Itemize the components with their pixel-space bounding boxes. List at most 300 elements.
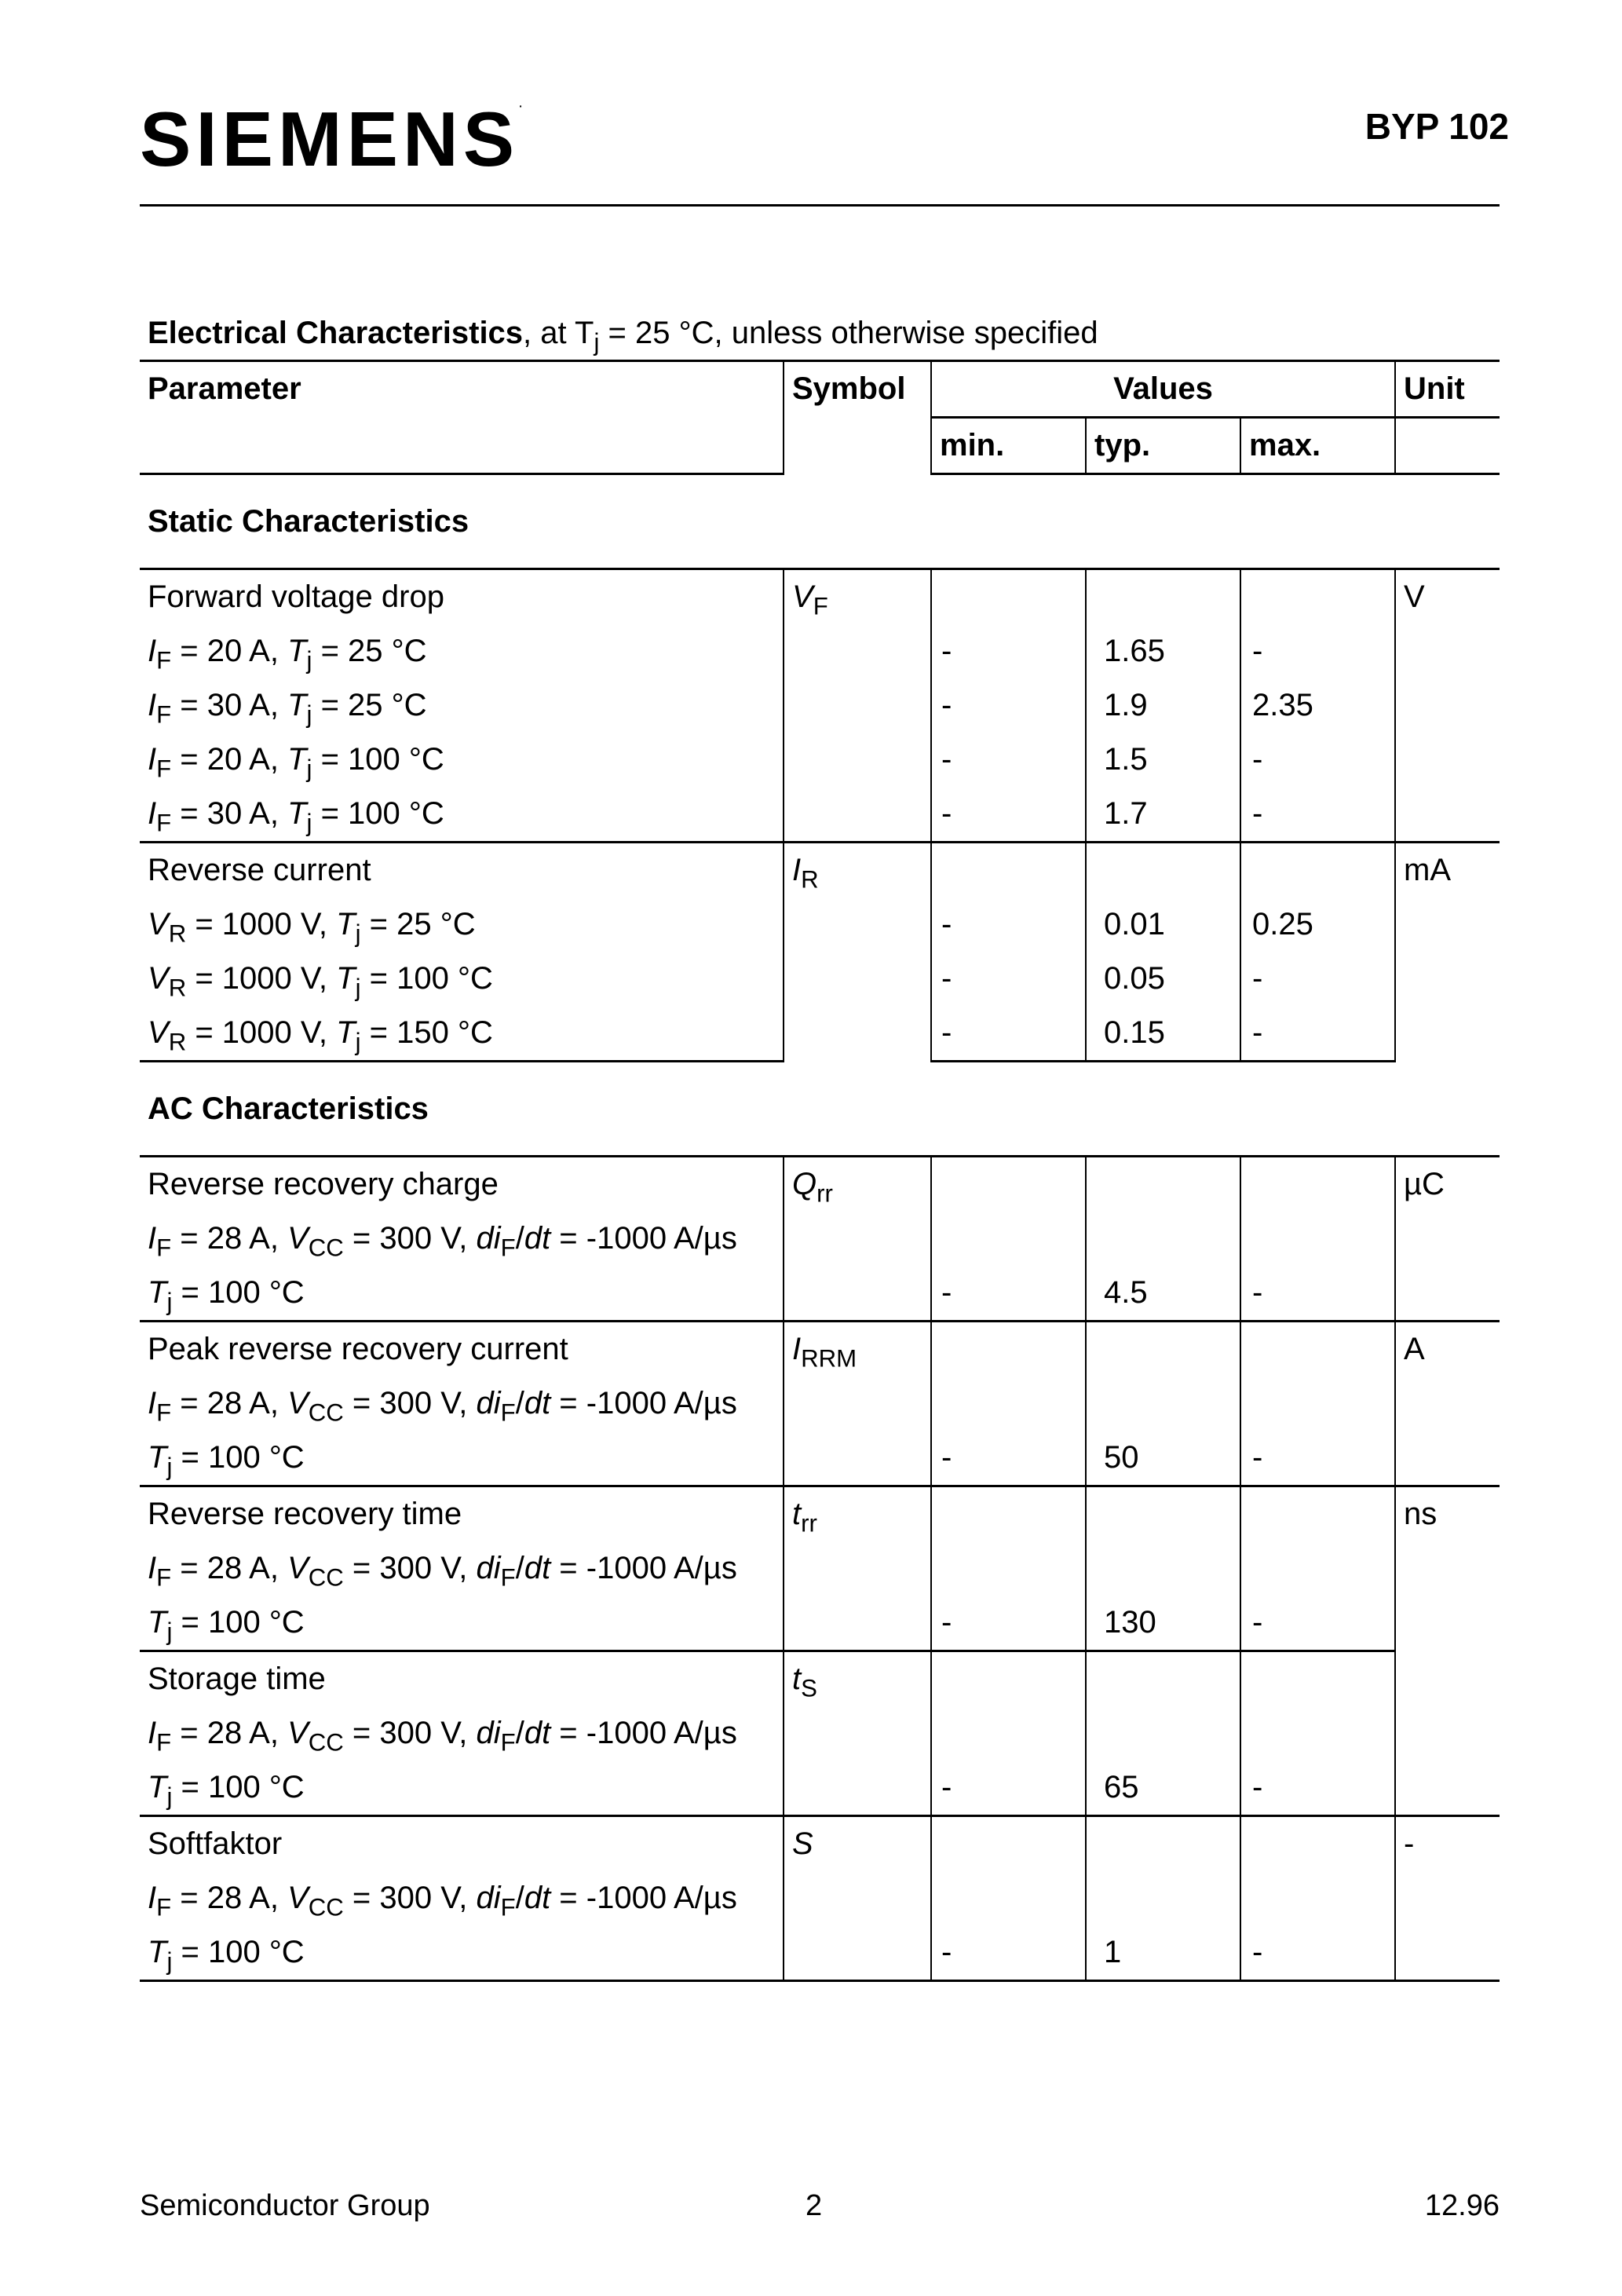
cond-sub: F [156, 809, 172, 837]
condition-cell [140, 1431, 784, 1486]
cond-text: = 28 A, [171, 1221, 288, 1256]
cond-text: / [515, 1716, 524, 1750]
condition-cell [140, 1760, 784, 1816]
cond-text: = 30 A, [171, 688, 288, 722]
min-value [931, 1431, 1086, 1486]
cond-text: = 1000 V, [186, 961, 337, 996]
table-row [140, 1486, 1500, 1542]
min-value [931, 1925, 1086, 1981]
cond-sub: F [500, 1728, 516, 1757]
cond-sub: F [156, 1398, 172, 1427]
symbol-cell [784, 1816, 931, 1981]
symbol-letter: Q [792, 1167, 817, 1201]
min-cell [931, 1486, 1086, 1542]
parameter-name [140, 569, 784, 625]
cond-var: t [542, 1716, 551, 1750]
footer-page-number: 2 [806, 2189, 823, 2222]
cond-sub: F [500, 1234, 516, 1262]
cond-var: V [287, 1881, 309, 1915]
cond-text: = 100 °C [312, 742, 444, 777]
cond-text: = -1000 A/µs [550, 1551, 737, 1585]
min-value [931, 898, 1086, 952]
typ-value [1086, 1266, 1240, 1322]
condition-cell [140, 952, 784, 1006]
condition-cell [140, 1871, 784, 1925]
max-value [1240, 787, 1395, 843]
min-text: - [941, 1605, 952, 1640]
cond-var: T [148, 1440, 167, 1475]
symbol-subscript: rr [816, 1179, 833, 1208]
min-text: - [941, 634, 952, 668]
max-text: - [1252, 796, 1263, 831]
static-characteristics-heading [140, 474, 1500, 569]
symbol-cell [784, 1322, 931, 1486]
cond-sub: R [168, 1028, 187, 1056]
cond-sub: F [156, 1563, 172, 1592]
cond-text: = 28 A, [171, 1386, 288, 1420]
typ-value [1086, 1596, 1240, 1651]
cond-text: = 30 A, [171, 796, 288, 831]
symbol-cell [784, 1157, 931, 1322]
cond-text: = 1000 V, [186, 1015, 337, 1050]
cond-text: = 25 °C [312, 688, 427, 722]
ac-characteristics-heading-label: AC Characteristics [148, 1091, 429, 1126]
cond-text: = 300 V, [343, 1881, 477, 1915]
cond-text: / [515, 1221, 524, 1256]
cond-sub: j [355, 974, 361, 1002]
cond-var: I [148, 1881, 157, 1915]
cond-text: / [515, 1386, 524, 1420]
max-value [1240, 624, 1395, 678]
condition-cell [140, 1377, 784, 1431]
min-cell [931, 1322, 1086, 1377]
min-value [931, 1266, 1086, 1322]
cond-var: i [493, 1881, 501, 1915]
unit-cell [1395, 843, 1500, 1062]
min-value [931, 733, 1086, 787]
cond-var: t [542, 1221, 551, 1256]
cond-text: = 300 V, [343, 1551, 477, 1585]
unit-label: mA [1404, 853, 1451, 887]
typ-text: 1 [1104, 1935, 1122, 1969]
max-value [1240, 898, 1395, 952]
cond-text: = 100 °C [172, 1935, 305, 1969]
symbol-letter: I [792, 853, 802, 887]
cond-text: = -1000 A/µs [550, 1221, 737, 1256]
cond-var: d [524, 1221, 542, 1256]
table-row [140, 569, 1500, 625]
cond-var: T [148, 1275, 167, 1310]
min-text: - [941, 1275, 952, 1310]
typ-value [1086, 787, 1240, 843]
unit-label: - [1404, 1826, 1415, 1861]
cond-text: = 100 °C [360, 961, 493, 996]
header-parameter: Parameter [140, 361, 784, 418]
cond-var: V [148, 961, 169, 996]
max-value [1240, 678, 1395, 733]
cond-sub: j [166, 1947, 173, 1976]
min-cell [931, 1541, 1086, 1596]
cond-text: = -1000 A/µs [550, 1386, 737, 1420]
cond-text: = 100 °C [172, 1440, 305, 1475]
electrical-characteristics-table [140, 360, 1500, 1982]
min-text: - [941, 1015, 952, 1050]
max-cell [1240, 569, 1395, 625]
typ-text: 0.05 [1104, 961, 1165, 996]
min-cell [931, 1377, 1086, 1431]
parameter-label: Forward voltage drop [148, 579, 444, 614]
typ-cell [1086, 1322, 1240, 1377]
max-cell [1240, 1541, 1395, 1596]
cond-sub: CC [308, 1563, 344, 1592]
symbol-cell [784, 1486, 931, 1651]
unit-label: µC [1404, 1167, 1445, 1201]
min-value [931, 1596, 1086, 1651]
table-row [140, 1322, 1500, 1377]
typ-cell [1086, 1212, 1240, 1266]
cond-var: d [476, 1221, 494, 1256]
condition-cell [140, 678, 784, 733]
min-text: - [941, 907, 952, 941]
cond-text: = 100 °C [312, 796, 444, 831]
cond-var: T [287, 796, 307, 831]
typ-text: 0.15 [1104, 1015, 1165, 1050]
typ-value [1086, 952, 1240, 1006]
typ-value [1086, 1431, 1240, 1486]
condition-cell [140, 1266, 784, 1322]
unit-label: V [1404, 579, 1425, 614]
typ-text: 1.7 [1104, 796, 1148, 831]
symbol-cell [784, 843, 931, 1062]
cond-sub: j [166, 1288, 173, 1316]
cond-text: = 100 °C [172, 1275, 305, 1310]
typ-cell [1086, 1871, 1240, 1925]
min-value [931, 624, 1086, 678]
cond-sub: CC [308, 1728, 344, 1757]
parameter-label: Peak reverse recovery current [148, 1332, 568, 1366]
table-row [140, 1651, 1500, 1707]
cond-text: = -1000 A/µs [550, 1881, 737, 1915]
parameter-name [140, 1157, 784, 1212]
min-cell [931, 1157, 1086, 1212]
min-value [931, 678, 1086, 733]
parameter-name [140, 843, 784, 898]
cond-var: V [287, 1386, 309, 1420]
section-row [140, 474, 1500, 569]
max-value [1240, 1266, 1395, 1322]
cond-var: I [148, 688, 157, 722]
cond-var: T [336, 961, 356, 996]
header-symbol: Symbol [784, 361, 931, 474]
min-text: - [941, 1440, 952, 1475]
min-cell [931, 1871, 1086, 1925]
symbol-cell [784, 569, 931, 843]
static-characteristics-heading-label: Static Characteristics [148, 504, 469, 539]
typ-value [1086, 898, 1240, 952]
max-cell [1240, 1486, 1395, 1542]
max-cell [1240, 843, 1395, 898]
max-text: 0.25 [1252, 907, 1313, 941]
cond-text: = 300 V, [343, 1221, 477, 1256]
condition-cell [140, 898, 784, 952]
parameter-label: Softfaktor [148, 1826, 283, 1861]
cond-text: = 28 A, [171, 1881, 288, 1915]
cond-text: = 28 A, [171, 1716, 288, 1750]
cond-var: V [287, 1551, 309, 1585]
cond-var: I [148, 1221, 157, 1256]
cond-var: t [542, 1551, 551, 1585]
typ-text: 130 [1104, 1605, 1156, 1640]
symbol-letter: V [792, 579, 813, 614]
cond-sub: R [168, 919, 187, 948]
cond-var: I [148, 1386, 157, 1420]
min-text: - [941, 688, 952, 722]
cond-var: d [524, 1716, 542, 1750]
cond-text: = 28 A, [171, 1551, 288, 1585]
cond-sub: j [355, 919, 361, 948]
cond-text: = 20 A, [171, 634, 288, 668]
cond-var: d [476, 1386, 494, 1420]
typ-value [1086, 733, 1240, 787]
min-cell [931, 1651, 1086, 1707]
header-typ: typ. [1086, 418, 1240, 474]
min-cell [931, 843, 1086, 898]
parameter-label: Reverse current [148, 853, 371, 887]
cond-var: d [524, 1386, 542, 1420]
max-value [1240, 1760, 1395, 1816]
cond-text: = 300 V, [343, 1386, 477, 1420]
cond-var: T [336, 1015, 356, 1050]
min-text: - [941, 961, 952, 996]
cond-sub: F [500, 1563, 516, 1592]
cond-var: T [148, 1770, 167, 1804]
cond-var: V [148, 907, 169, 941]
typ-text: 0.01 [1104, 907, 1165, 941]
max-cell [1240, 1706, 1395, 1760]
cond-sub: CC [308, 1893, 344, 1921]
cond-var: I [148, 1716, 157, 1750]
cond-sub: F [156, 700, 172, 729]
parameter-label: Reverse recovery time [148, 1497, 462, 1531]
cond-var: V [287, 1221, 309, 1256]
min-text: - [941, 1935, 952, 1969]
condition-cell [140, 733, 784, 787]
parameter-name [140, 1816, 784, 1872]
footer-date: 12.96 [1424, 2189, 1500, 2222]
symbol-subscript: S [801, 1674, 817, 1702]
max-cell [1240, 1377, 1395, 1431]
siemens-logo: SIEMENS· [140, 96, 523, 182]
part-number: BYP 102 [1364, 106, 1509, 147]
max-cell [1240, 1212, 1395, 1266]
cond-var: t [542, 1386, 551, 1420]
max-text: - [1252, 634, 1263, 668]
unit-cell [1395, 569, 1500, 843]
cond-sub: j [306, 809, 312, 837]
header-min: min. [931, 418, 1086, 474]
ac-characteristics-heading [140, 1062, 1500, 1157]
cond-var: I [148, 1551, 157, 1585]
typ-text: 4.5 [1104, 1275, 1148, 1310]
max-value [1240, 1596, 1395, 1651]
cond-var: i [493, 1551, 501, 1585]
cond-text: = 100 °C [172, 1770, 305, 1804]
cond-sub: j [166, 1782, 173, 1811]
header-values: Values [931, 361, 1395, 418]
max-cell [1240, 1651, 1395, 1707]
min-cell [931, 1212, 1086, 1266]
unit-cell [1395, 1157, 1500, 1322]
typ-text: 1.65 [1104, 634, 1165, 668]
cond-text: = 25 °C [360, 907, 476, 941]
max-cell [1240, 1322, 1395, 1377]
cond-sub: F [500, 1893, 516, 1921]
cond-sub: j [355, 1028, 361, 1056]
min-cell [931, 1816, 1086, 1872]
cond-var: d [524, 1551, 542, 1585]
cond-text: = 100 °C [172, 1605, 305, 1640]
cond-text: = 150 °C [360, 1015, 493, 1050]
typ-cell [1086, 1706, 1240, 1760]
cond-var: T [148, 1935, 167, 1969]
cond-text: / [515, 1881, 524, 1915]
cond-var: i [493, 1221, 501, 1256]
parameter-name [140, 1486, 784, 1542]
cond-var: I [148, 742, 157, 777]
cond-sub: j [166, 1618, 173, 1646]
typ-cell [1086, 1157, 1240, 1212]
min-cell [931, 569, 1086, 625]
cond-sub: F [156, 755, 172, 783]
typ-cell [1086, 1651, 1240, 1707]
cond-sub: R [168, 974, 187, 1002]
max-text: - [1252, 1275, 1263, 1310]
max-text: - [1252, 1770, 1263, 1804]
cond-var: i [493, 1386, 501, 1420]
symbol-letter: t [792, 1662, 802, 1696]
typ-value [1086, 624, 1240, 678]
table-caption: Electrical Characteristics, at $T_j = 25$ °C, unless otherwise specified [148, 316, 1098, 356]
cond-var: T [287, 634, 307, 668]
typ-value [1086, 1925, 1240, 1981]
section-row [140, 1062, 1500, 1157]
condition-cell [140, 1925, 784, 1981]
typ-cell [1086, 1541, 1240, 1596]
max-value [1240, 1006, 1395, 1062]
max-cell [1240, 1816, 1395, 1872]
condition-cell [140, 1596, 784, 1651]
max-text: - [1252, 1440, 1263, 1475]
cond-sub: F [156, 646, 172, 675]
cond-text: / [515, 1551, 524, 1585]
cond-sub: F [156, 1893, 172, 1921]
table-row [140, 843, 1500, 898]
symbol-letter: S [792, 1826, 813, 1861]
cond-sub: CC [308, 1234, 344, 1262]
symbol-letter: I [792, 1332, 802, 1366]
cond-sub: j [306, 755, 312, 783]
condition-cell [140, 1212, 784, 1266]
unit-label: A [1404, 1332, 1425, 1366]
parameter-label: Reverse recovery charge [148, 1167, 499, 1201]
parameter-name [140, 1322, 784, 1377]
cond-var: d [476, 1551, 494, 1585]
cond-var: T [336, 907, 356, 941]
max-value [1240, 1925, 1395, 1981]
cond-var: I [148, 796, 157, 831]
max-cell [1240, 1157, 1395, 1212]
header-divider [140, 204, 1500, 207]
cond-var: i [493, 1716, 501, 1750]
cond-sub: j [166, 1453, 173, 1481]
parameter-name [140, 1651, 784, 1707]
max-value [1240, 733, 1395, 787]
parameter-label: Storage time [148, 1662, 326, 1696]
min-value [931, 787, 1086, 843]
table-row [140, 1816, 1500, 1872]
cond-var: d [476, 1881, 494, 1915]
typ-text: 50 [1104, 1440, 1139, 1475]
max-text: - [1252, 961, 1263, 996]
cond-var: T [287, 688, 307, 722]
cond-var: V [287, 1716, 309, 1750]
typ-cell [1086, 1486, 1240, 1542]
max-text: - [1252, 1935, 1263, 1969]
header-max: max. [1240, 418, 1395, 474]
header-unit: Unit [1395, 361, 1500, 418]
min-cell [931, 1706, 1086, 1760]
unit-label: ns [1404, 1497, 1438, 1531]
cond-text: = 20 A, [171, 742, 288, 777]
cond-var: T [148, 1605, 167, 1640]
min-value [931, 952, 1086, 1006]
cond-var: I [148, 634, 157, 668]
max-value [1240, 1431, 1395, 1486]
condition-cell [140, 1006, 784, 1062]
cond-text: = 300 V, [343, 1716, 477, 1750]
symbol-letter: t [792, 1497, 802, 1531]
min-value [931, 1006, 1086, 1062]
cond-sub: CC [308, 1398, 344, 1427]
cond-text: = 1000 V, [186, 907, 337, 941]
cond-var: V [148, 1015, 169, 1050]
cond-var: d [476, 1716, 494, 1750]
condition-cell [140, 1706, 784, 1760]
cond-sub: j [306, 700, 312, 729]
cond-sub: j [306, 646, 312, 675]
min-text: - [941, 742, 952, 777]
typ-cell [1086, 1377, 1240, 1431]
max-cell [1240, 1871, 1395, 1925]
typ-text: 1.9 [1104, 688, 1148, 722]
cond-var: t [542, 1881, 551, 1915]
symbol-subscript: R [801, 865, 819, 894]
min-text: - [941, 796, 952, 831]
typ-cell [1086, 1816, 1240, 1872]
cond-text: = 25 °C [312, 634, 427, 668]
typ-value [1086, 678, 1240, 733]
footer-company: Semiconductor Group [140, 2189, 430, 2222]
typ-value [1086, 1006, 1240, 1062]
symbol-subscript: RRM [801, 1344, 857, 1373]
condition-cell [140, 624, 784, 678]
typ-text: 65 [1104, 1770, 1139, 1804]
condition-cell [140, 787, 784, 843]
max-text: - [1252, 742, 1263, 777]
typ-cell [1086, 843, 1240, 898]
min-text: - [941, 1770, 952, 1804]
cond-text: = -1000 A/µs [550, 1716, 737, 1750]
